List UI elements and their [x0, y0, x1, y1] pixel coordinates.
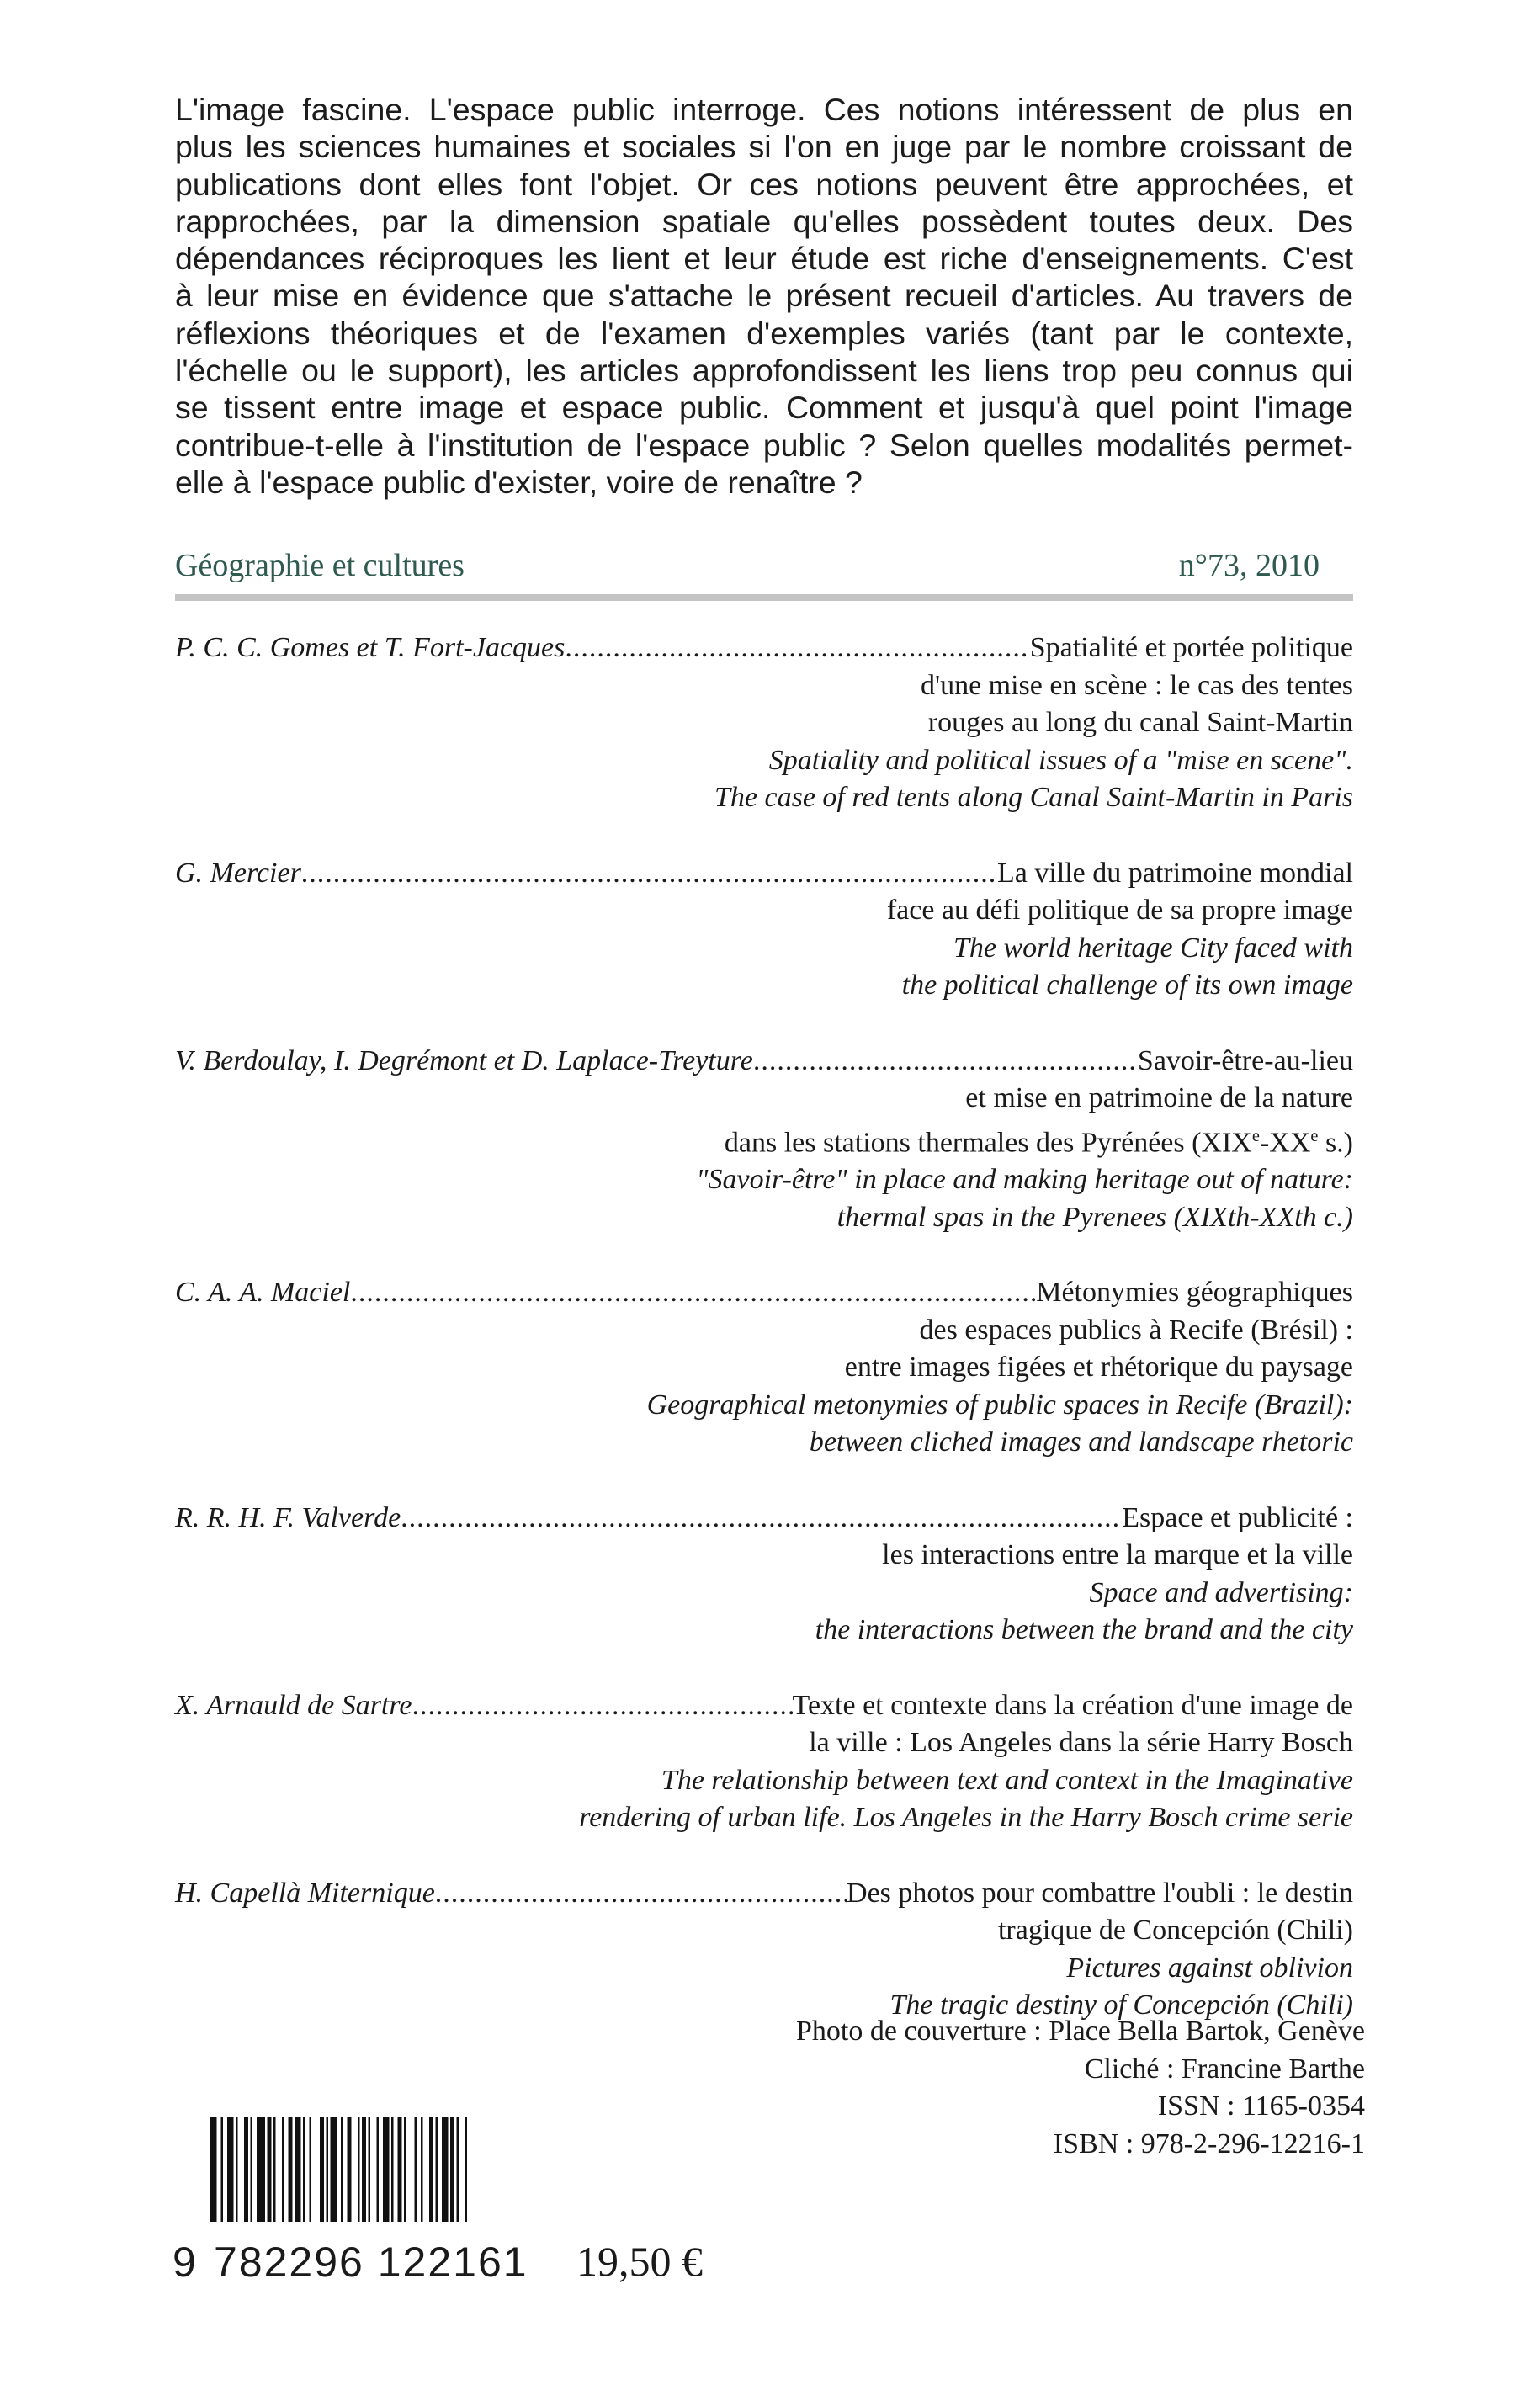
- blurb-line: rapprochées, par la dimension spatiale qu'elles possèdent toutes deux. Des: [175, 203, 1353, 239]
- barcode-number: 782296 122161: [210, 2228, 532, 2296]
- barcode-bar: [391, 2117, 394, 2222]
- barcode-bar: [398, 2117, 402, 2222]
- toc-entry-head: [175, 629, 1353, 667]
- article-title-line: [175, 1118, 1353, 1162]
- english-title-line: Geographical metonymies of public spaces in Recife (Brazil):: [646, 1389, 1353, 1421]
- article-author: R. R. H. F. Valverde: [175, 1501, 401, 1533]
- barcode-bar: [236, 2117, 238, 2222]
- leader-dots: [753, 1043, 1138, 1081]
- leader-dots: [412, 1687, 792, 1725]
- english-title-line: Space and advertising:: [1089, 1576, 1353, 1608]
- toc-entry: [175, 1687, 1353, 1837]
- barcode-bar: [362, 2117, 366, 2222]
- title-fragment: s.): [1318, 1126, 1353, 1158]
- article-author: X. Arnauld de Sartre: [175, 1689, 412, 1721]
- leader-dots: [435, 1875, 847, 1913]
- credits-block: [796, 2013, 1365, 2163]
- barcode-bar: [421, 2117, 423, 2222]
- barcode-digits: [173, 2228, 534, 2296]
- article-title: Texte et contexte dans la création d'une image de: [792, 1689, 1353, 1721]
- barcode-bar: [341, 2117, 343, 2222]
- article-title: Métonymies géographiques: [1036, 1277, 1353, 1309]
- table-of-contents: [175, 629, 1353, 2063]
- barcode-bar: [210, 2117, 217, 2222]
- barcode-bar: [310, 2117, 312, 2222]
- english-title-line: Spatiality and political issues of a "mise en scene".: [768, 744, 1353, 776]
- article-title: Espace et publicité :: [1122, 1501, 1353, 1533]
- barcode-bar: [282, 2117, 284, 2222]
- price: 19,50 €: [576, 2238, 703, 2285]
- barcode-bar: [268, 2117, 272, 2222]
- barcode-bar: [442, 2117, 449, 2222]
- article-title-line: entre images figées et rhétorique du paysage: [844, 1352, 1353, 1384]
- article-title-line: et mise en patrimoine de la nature: [965, 1082, 1353, 1113]
- barcode-bar: [295, 2117, 301, 2222]
- barcode-bar: [358, 2117, 360, 2222]
- english-title-line: The tragic destiny of Concepción (Chili): [889, 1989, 1353, 2021]
- english-title-line: Pictures against oblivion: [1066, 1952, 1353, 1984]
- blurb-line: L'image fascine. L'espace public interroge. Ces notions intéressent de plus en: [175, 92, 1353, 127]
- barcode-bar: [450, 2117, 454, 2222]
- article-author: V. Berdoulay, I. Degrémont et D. Laplace-Treyture: [175, 1044, 753, 1076]
- english-title-line: The world heritage City faced with: [953, 932, 1353, 964]
- leader-dots: [401, 1500, 1122, 1538]
- cover-photo-credit: Photo de couverture : Place Bella Bartok, Genève: [796, 2016, 1365, 2047]
- blurb-line: à leur mise en évidence que s'attache le présent recueil d'articles. Au travers de: [175, 278, 1353, 314]
- barcode-bar: [227, 2117, 234, 2222]
- blurb-line: se tissent entre image et espace public. Comment et jusqu'à quel point l'image: [175, 390, 1353, 426]
- toc-entry-head: [175, 1500, 1353, 1538]
- issn: ISSN : 1165-0354: [1157, 2090, 1365, 2122]
- toc-entry: [175, 629, 1353, 817]
- barcode-bar: [348, 2117, 352, 2222]
- article-title: Des photos pour combattre l'oubli : le destin: [847, 1877, 1353, 1909]
- barcode-bar: [465, 2117, 468, 2222]
- barcode-bar: [457, 2117, 459, 2222]
- english-title-line: the political challenge of its own image: [901, 969, 1353, 1001]
- barcode-bar: [221, 2117, 224, 2222]
- barcode-bar: [415, 2117, 417, 2222]
- article-title: Savoir-être-au-lieu: [1137, 1044, 1353, 1076]
- photographer-credit: Cliché : Francine Barthe: [1084, 2053, 1365, 2085]
- blurb-line: réflexions théoriques et de l'examen d'exemples variés (tant par le contexte,: [175, 315, 1353, 351]
- title-fragment: dans les stations thermales des Pyrénées (XIX: [724, 1126, 1252, 1158]
- leader-dots: [350, 1274, 1036, 1312]
- toc-entry: [175, 1043, 1353, 1237]
- barcode-bar: [436, 2117, 438, 2222]
- superscript: e: [1310, 1126, 1319, 1145]
- toc-entry-head: [175, 1274, 1353, 1312]
- barcode-first-digit: 9: [173, 2239, 196, 2286]
- back-cover-blurb: [175, 91, 1353, 501]
- toc-entry: [175, 1875, 1353, 2025]
- toc-entry: [175, 1274, 1353, 1462]
- journal-name: Géographie et cultures: [175, 548, 465, 583]
- english-title-line: "Savoir-être" in place and making heritage out of nature:: [696, 1164, 1353, 1196]
- english-title-line: thermal spas in the Pyrenees (XIXth-XXth c.): [836, 1201, 1353, 1233]
- article-title-line: la ville : Los Angeles dans la série Harry Bosch: [809, 1727, 1353, 1759]
- article-title-line: les interactions entre la marque et la ville: [882, 1539, 1353, 1571]
- barcode-bar: [429, 2117, 433, 2222]
- barcode-bar: [377, 2117, 380, 2222]
- article-title-line: des espaces publics à Recife (Brésil) :: [919, 1314, 1353, 1346]
- toc-entry-head: [175, 855, 1353, 893]
- article-title-line: tragique de Concepción (Chili): [997, 1915, 1353, 1947]
- barcode-bar: [331, 2117, 337, 2222]
- leader-dots: [301, 855, 997, 893]
- english-title-line: between cliched images and landscape rhetoric: [809, 1426, 1353, 1458]
- barcode-bar: [289, 2117, 293, 2222]
- leader-dots: [565, 629, 1029, 667]
- blurb-line: contribue-t-elle à l'institution de l'espace public ? Selon quelles modalités permet-: [175, 427, 1353, 463]
- article-title-line: face au défi politique de sa propre image: [886, 895, 1353, 926]
- toc-entry-head: [175, 1875, 1353, 1913]
- english-title-line: rendering of urban life. Los Angeles in the Harry Bosch crime serie: [579, 1802, 1353, 1834]
- divider-rule: [175, 594, 1353, 601]
- toc-entry-head: [175, 1043, 1353, 1081]
- article-author: C. A. A. Maciel: [175, 1277, 351, 1309]
- article-title-line: rouges au long du canal Saint-Martin: [927, 707, 1353, 738]
- toc-entry-head: [175, 1687, 1353, 1725]
- barcode-bar: [404, 2117, 406, 2222]
- barcode-bar: [273, 2117, 276, 2222]
- barcode: [210, 2117, 530, 2222]
- barcode-bar: [327, 2117, 329, 2222]
- superscript: e: [1251, 1126, 1260, 1145]
- article-title-line: d'une mise en scène : le cas des tentes: [920, 669, 1353, 701]
- blurb-line: l'échelle ou le support), les articles approfondissent les liens trop peu connus qui: [175, 353, 1353, 389]
- blurb-line: dépendances réciproques les lient et leur étude est riche d'enseignements. C'est: [175, 241, 1353, 277]
- blurb-line: publications dont elles font l'objet. Or ces notions peuvent être approchées, et: [175, 166, 1353, 202]
- barcode-bar: [383, 2117, 390, 2222]
- toc-entry: [175, 855, 1353, 1005]
- article-author: H. Capellà Miternique: [175, 1877, 435, 1909]
- journal-issue: n°73, 2010: [1178, 548, 1320, 583]
- toc-entry: [175, 1500, 1353, 1649]
- barcode-bar: [320, 2117, 324, 2222]
- barcode-bar: [251, 2117, 253, 2222]
- barcode-bar: [257, 2117, 265, 2222]
- journal-header: [175, 547, 1320, 584]
- article-author: P. C. C. Gomes et T. Fort-Jacques: [175, 632, 566, 663]
- title-fragment: -XX: [1259, 1126, 1311, 1158]
- barcode-bar: [244, 2117, 248, 2222]
- english-title-line: The case of red tents along Canal Saint-Martin in Paris: [714, 782, 1353, 813]
- barcode-bar: [303, 2117, 305, 2222]
- barcode-bar: [369, 2117, 371, 2222]
- blurb-line: plus les sciences humaines et sociales si l'on en juge par le nombre croissant de: [175, 129, 1353, 165]
- isbn: ISBN : 978-2-296-12216-1: [1053, 2127, 1365, 2159]
- blurb-line: elle à l'espace public d'exister, voire de renaître ?: [175, 464, 863, 500]
- article-title: La ville du patrimoine mondial: [996, 857, 1353, 889]
- english-title-line: the interactions between the brand and the city: [815, 1614, 1353, 1646]
- english-title-line: The relationship between text and context in the Imaginative: [661, 1764, 1353, 1796]
- article-title: Spatialité et portée politique: [1029, 632, 1353, 663]
- article-author: G. Mercier: [175, 857, 301, 889]
